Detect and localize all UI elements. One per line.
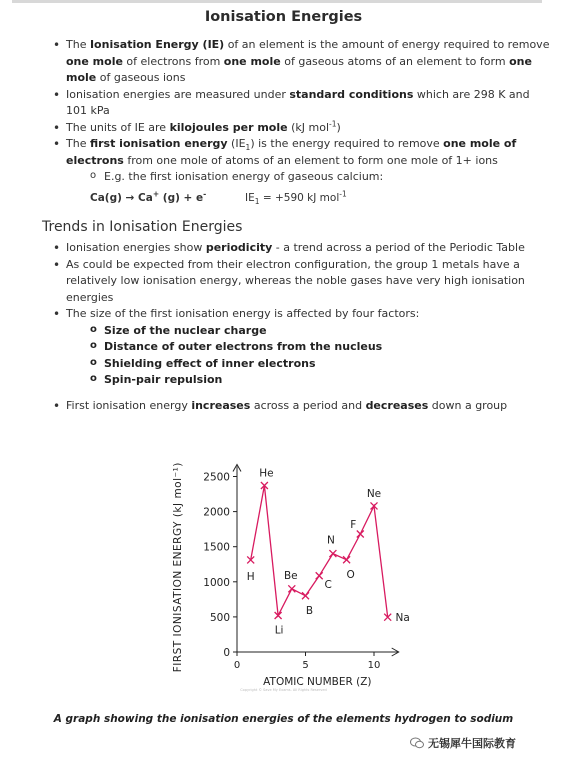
series-line: [251, 486, 388, 618]
x-tick-label: 10: [367, 660, 381, 671]
point-label: B: [305, 604, 314, 617]
bullet-period-trend: • First ionisation energy increases across a period and decreases down a group: [50, 398, 550, 415]
point-label: Na: [395, 612, 410, 625]
y-tick-label: 2000: [203, 506, 230, 519]
point-label: Li: [274, 624, 284, 637]
data-point: [316, 572, 323, 579]
data-point: [329, 550, 336, 557]
bullet-first-ie: • The first ionisation energy $(IE_1)$ is the energy required to remove one mole of electrons from one mole of atoms of an element to form one mole of 1+ ions o E.g. the first ionisation energy of gaseous calcium:: [50, 136, 550, 186]
point-label: F: [350, 518, 357, 531]
data-point: [288, 585, 295, 592]
point-label: C: [324, 578, 332, 591]
x-axis-label: ATOMIC NUMBER (Z): [263, 676, 372, 688]
watermark-text: 无锡犀牛国际教育: [428, 737, 516, 750]
bullet-factors: • The size of the first ionisation energy is affected by four factors: o Size of the nuclear charge o Distance of outer electrons from the nucleus o Shielding effect of inner electrons o Spin-pair repulsion: [50, 306, 550, 389]
factor-item: o Spin-pair repulsion: [90, 372, 550, 389]
bullet-units: • The units of IE are kilojoules per mole (kJ mol$^{-1}$): [50, 120, 550, 137]
y-tick-label: 2500: [203, 471, 230, 484]
equation-right: $IE_1 = +590$ kJ mol$^{-1}$: [245, 189, 347, 206]
copyright-note: Copyright © Save My Exams. All Rights Reserved: [240, 688, 327, 692]
point-label: Ne: [366, 487, 382, 500]
x-tick-label: 0: [233, 660, 241, 671]
chart-caption: A graph showing the ionisation energies of the elements hydrogen to sodium: [53, 713, 514, 725]
factor-item: o Shielding effect of inner electrons: [90, 356, 550, 373]
y-tick-label: 1000: [203, 576, 230, 589]
sub-bullet-example: o E.g. the first ionisation energy of gaseous calcium:: [90, 169, 550, 186]
equation-left: Ca(g) → Ca+ (g) + e-: [90, 189, 207, 204]
data-point: [357, 530, 364, 537]
bullet-ie-definition: • The Ionisation Energy (IE) of an element is the amount of energy required to remove one mole of electrons from one mole of gaseous atoms of an element to form one mole of gaseous ions: [50, 37, 550, 87]
wechat-icon: [410, 737, 424, 749]
bullet-group-trend: • As could be expected from their electron configuration, the group 1 metals have a relatively low ionisation energy, whereas the noble gases have very high ionisation energies: [50, 257, 550, 307]
y-tick-label: 1500: [203, 541, 230, 554]
y-tick-label: 500: [209, 611, 230, 624]
trends-heading: Trends in Ionisation Energies: [42, 219, 243, 235]
point-label: O: [346, 568, 355, 581]
page-title: Ionisation Energies: [204, 9, 363, 25]
y-axis-label: FIRST IONISATION ENERGY (kJ mol⁻¹): [172, 462, 184, 673]
bullet-periodicity: • Ionisation energies show periodicity - a trend across a period of the Periodic Table: [50, 240, 550, 257]
bullet-standard-conditions: • Ionisation energies are measured under standard conditions which are 298 K and 101 kPa: [50, 87, 550, 120]
point-label: Be: [283, 569, 298, 582]
data-point: [343, 556, 350, 563]
factor-item: o Size of the nuclear charge: [90, 323, 550, 340]
factor-item: o Distance of outer electrons from the nucleus: [90, 339, 550, 356]
point-label: He: [259, 467, 274, 480]
point-label: N: [326, 534, 335, 547]
point-label: H: [246, 570, 255, 583]
data-point: [302, 592, 309, 599]
y-tick-label: 0: [223, 647, 230, 659]
x-tick-label: 5: [302, 660, 309, 671]
